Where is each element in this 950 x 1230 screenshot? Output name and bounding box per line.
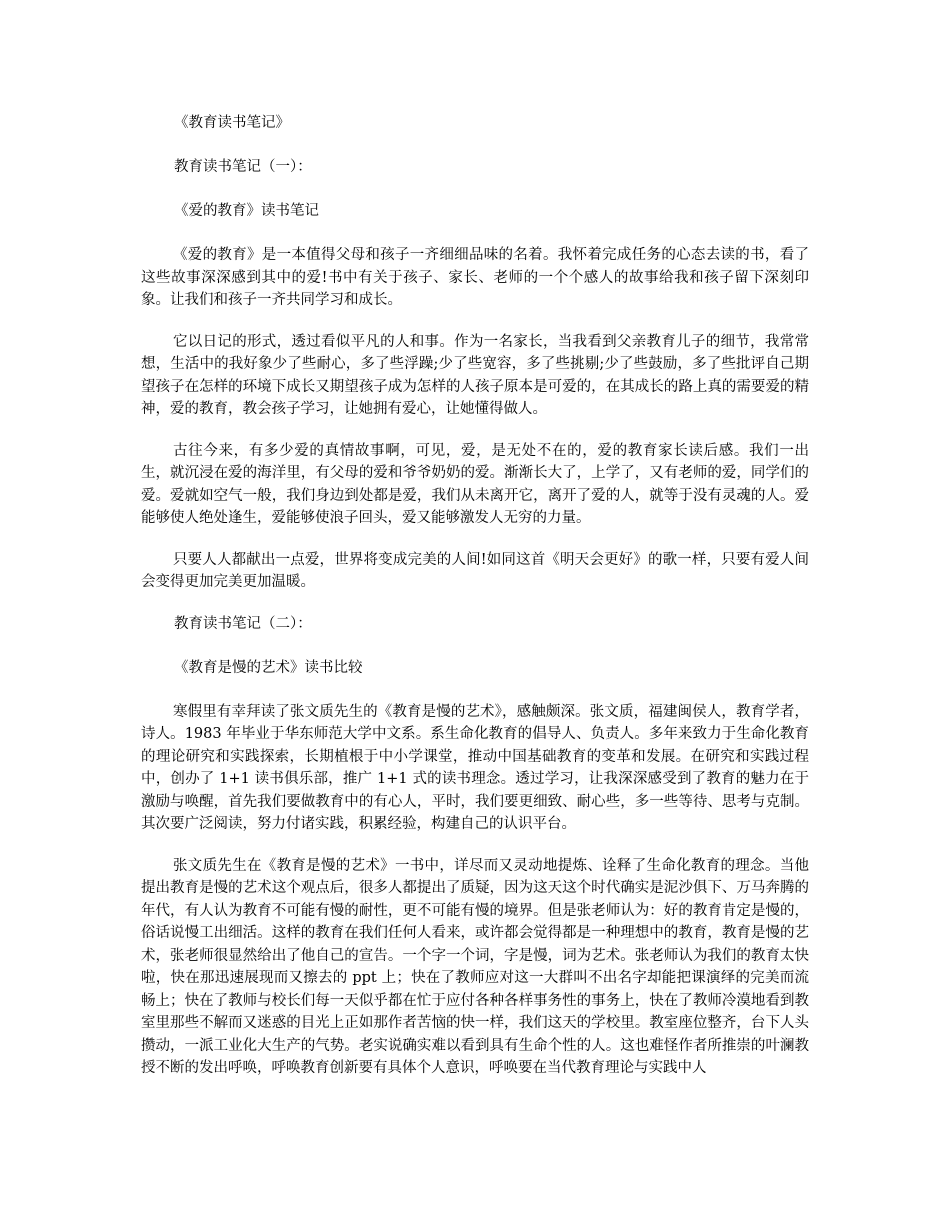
section-2-heading: 教育读书笔记（二）： — [174, 615, 312, 632]
section-1-subheading: 《爱的教育》读书笔记 — [174, 203, 319, 219]
section-1-paragraph: 古往今来，有多少爱的真情故事啊，可见，爱，是无处不在的，爱的教育家长读后感。我们一出生，就沉浸在爱的海洋里，有父母的爱和爷爷奶奶的爱。渐渐长大了，上学了，又有老师的爱，同学们的爱。爱就如空气一般，我们身边到处都是爱，我们从未离开它，离开了爱的人，就等于没有灵魂的人。爱能够使人绝处逢生，爱能够使浪子回头，爱又能够激发人无穷的力量。 — [141, 442, 809, 526]
section-2-paragraph: 张文质先生在《教育是慢的艺术》一书中，详尽而又灵动地提炼、诠释了生命化教育的理念。当他提出教育是慢的艺术这个观点后，很多人都提出了质疑，因为这天这个时代确实是泥沙俱下、万马奔腾的年代，有人认为教育不可能有慢的耐性，更不可能有慢的境界。但是张老师认为：好的教育肯定是慢的，俗话说慢工出细活。这样的教育在我们任何人看来，或许都会觉得都是一种理想中的教育，教育是慢的艺术，张老师很显然给出了他自己的宣告。一个字一个词，字是慢，词为艺术。张老师认为我们的教育太快啦，快在那迅速展现而又擦去的 ppt 上；快在了教师应对这一大群叫不出名字却能把课演绎的完美而流畅上；快在了教师与校长们每一天似乎都在忙于应付各种各样事务性的事务上，快在了教师冷漠地看到教室里那些不解而又迷惑的目光上正如那作者苦恼的快一样，我们这天的学校里。教室座位整齐，台下人头攒动，一派工业化大生产的气势。老实说确实难以看到具有生命个性的人。这也难怪作者所推崇的叶澜教授不断的发出呼唤，呼唤教育创新要有具体个人意识，呼唤要在当代教育理论与实践中人 — [141, 857, 809, 1076]
document-title: 《教育读书笔记》 — [174, 115, 290, 131]
section-1-paragraph: 《爱的教育》是一本值得父母和孩子一齐细细品味的名着。我怀着完成任务的心态去读的书，看了这些故事深深感到其中的爱!书中有关于孩子、家长、老师的一个个感人的故事给我和孩子留下深刻印象。让我们和孩子一齐共同学习和成长。 — [141, 247, 809, 308]
section-2-subheading: 《教育是慢的艺术》读书比较 — [174, 659, 363, 676]
section-2-paragraph: 寒假里有幸拜读了张文质先生的《教育是慢的艺术》，感触颇深。张文质，福建闽侯人，教育学者，诗人。1983 年毕业于华东师范大学中文系。系生命化教育的倡导人、负责人。多年来致力于生命化教育的理论研究和实践探索，长期植根于中小学课堂，推动中国基础教育的变革和发展。在研究和实践过程中，创办了 1+1 读书俱乐部，推广 1+1 式的读书理念。透过学习，让我深深感受到了教育的魅力在于激励与唤醒，首先我们要做教育中的有心人，平时，我们要更细致、耐心些，多一些等待、思考与克制。其次要广泛阅读，努力付诸实践，积累经验，构建自己的认识平台。 — [141, 703, 809, 832]
section-1-paragraph: 只要人人都献出一点爱，世界将变成完美的人间!如同这首《明天会更好》的歌一样，只要有爱人间会变得更加完美更加温暖。 — [141, 551, 809, 590]
document-body — [141, 112, 809, 1099]
section-1-paragraph: 它以日记的形式，透过看似平凡的人和事。作为一名家长，当我看到父亲教育儿子的细节，我常常想，生活中的我好象少了些耐心，多了些浮躁;少了些宽容，多了些挑剔;少了些鼓励，多了些批评自己期望孩子在怎样的环境下成长又期望孩子成为怎样的人孩子原本是可爱的，在其成长的路上真的需要爱的精神，爱的教育，教会孩子学习，让她拥有爱心，让她懂得做人。 — [141, 333, 809, 417]
section-1-heading: 教育读书笔记（一）： — [174, 159, 312, 175]
